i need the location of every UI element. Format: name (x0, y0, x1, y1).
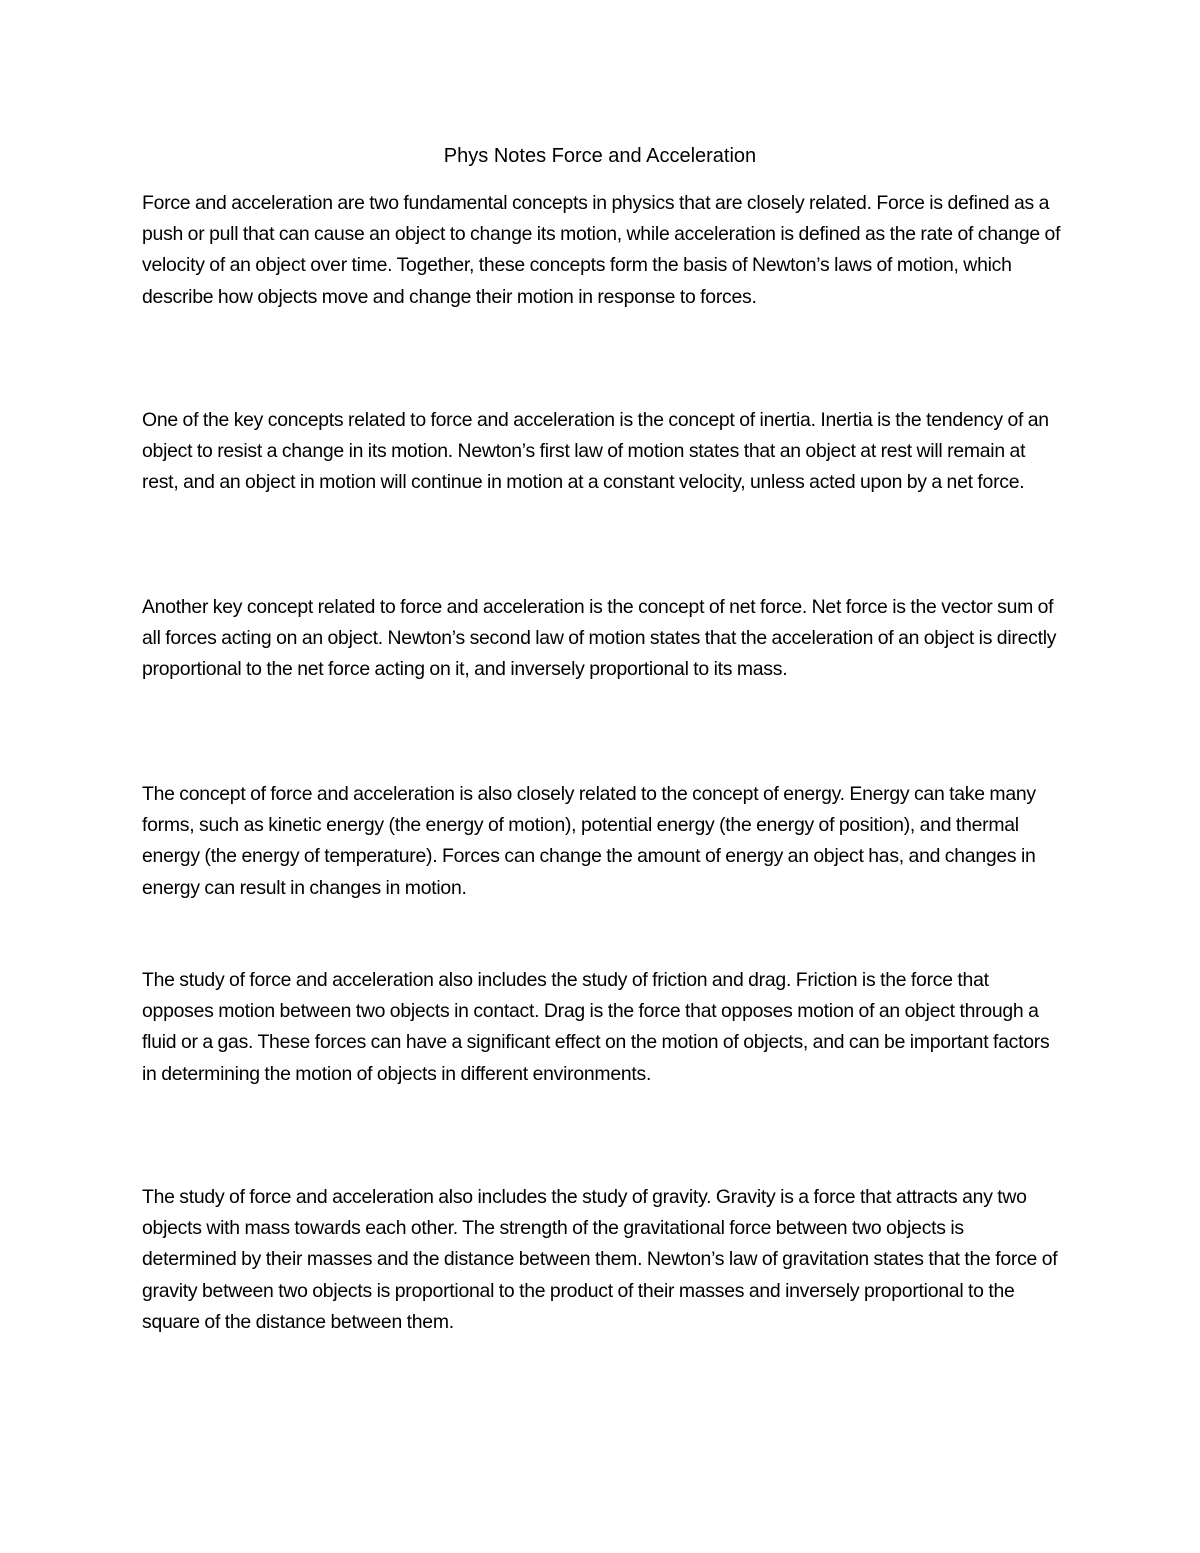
paragraph-force-and-acceleration: Force and acceleration are two fundamental concepts in physics that are closely related. Force is defined as a push or pull that can cause an object to change its motion, while acceleration is defined as the rate of change of velocity of an object over time. Together, these concepts form the basis of Newton’s laws of motion, which describe how objects move and change their motion in response to forces. (142, 192, 1061, 308)
paragraph-gravity: The study of force and acceleration also includes the study of gravity. Gravity is a force that attracts any two objects with mass towards each other. The strength of the gravitational force between two objects is determined by their masses and the distance between them. Newton’s law of gravitation states that the force of gravity between two objects is proportional to the product of their masses and inversely proportional to the square of the distance between them. (142, 1186, 1058, 1333)
paragraph-friction-and-drag: The study of force and acceleration also includes the study of friction and drag. Friction is the force that opposes motion between two objects in contact. Drag is the force that opposes motion of an object through a fluid or a gas. These forces can have a significant effect on the motion of objects, and can be important factors in determining the motion of objects in different environments. (142, 969, 1050, 1085)
paragraph-inertia: One of the key concepts related to force and acceleration is the concept of inertia. Inertia is the tendency of an object to resist a change in its motion. Newton’s first law of motion states that an object at rest will remain at rest, and an object in motion will continue in motion at a constant velocity, unless acted upon by a net force. (142, 409, 1049, 494)
paragraph-net-force: Another key concept related to force and acceleration is the concept of net force. Net force is the vector sum of all forces acting on an object. Newton’s second law of motion states that the acceleration of an object is directly proportional to the net force acting on it, and inversely proportional to its mass. (142, 596, 1057, 681)
paragraph-energy: The concept of force and acceleration is also closely related to the concept of energy. Energy can take many forms, such as kinetic energy (the energy of motion), potential energy (the energy of position), and thermal energy (the energy of temperature). Forces can change the amount of energy an object has, and changes in energy can result in changes in motion. (142, 783, 1036, 899)
document-title: Phys Notes Force and Acceleration (443, 145, 757, 167)
